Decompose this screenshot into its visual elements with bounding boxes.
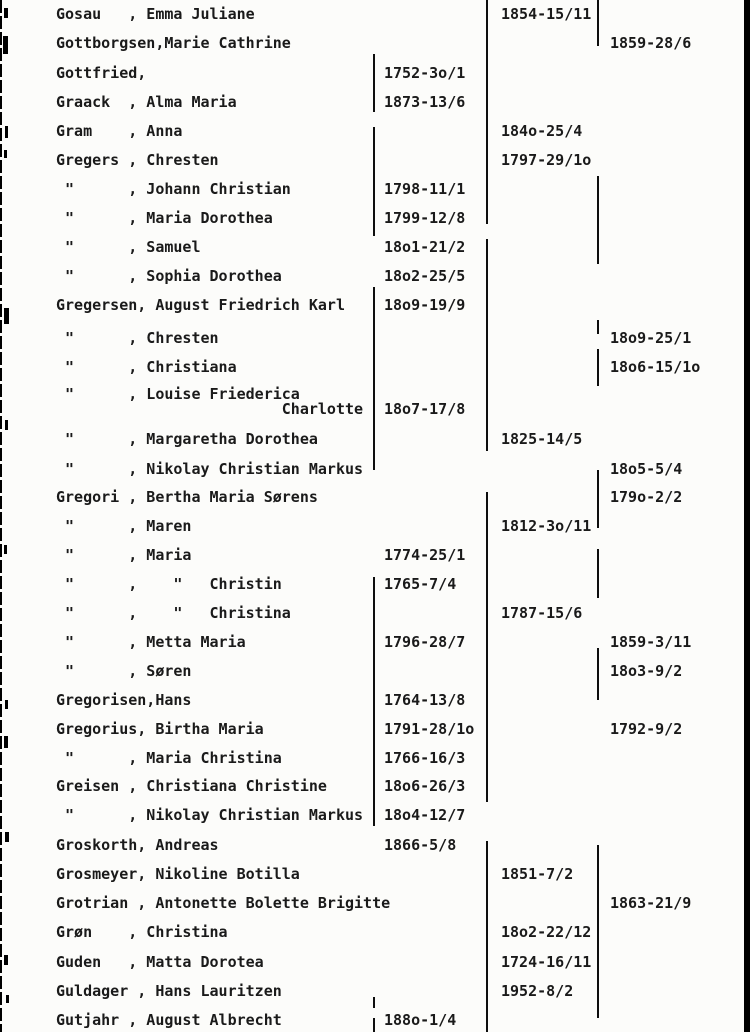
entry-name: " , Chresten	[56, 329, 219, 347]
entry-name: Gottfried,	[56, 64, 147, 82]
scan-edge-right	[744, 0, 750, 1032]
entry-name: " , Johann Christian	[56, 180, 291, 198]
date-column-1: 1765-7/4	[384, 575, 457, 593]
date-column-2: 1724-16/11	[501, 953, 592, 971]
entry-name: Gregorisen,Hans	[56, 691, 192, 709]
date-column-2: 1825-14/5	[501, 430, 583, 448]
column-rule	[486, 239, 488, 451]
date-column-1: 1796-28/7	[384, 633, 466, 651]
column-rule	[373, 127, 375, 236]
date-column-3: 18o9-25/1	[610, 329, 692, 347]
register-row	[0, 34, 750, 54]
scan-artifact	[3, 36, 8, 54]
column-rule	[373, 997, 375, 1008]
entry-name: " , Margaretha Dorothea	[56, 430, 318, 448]
date-column-3: 179o-2/2	[610, 488, 683, 506]
register-row	[0, 923, 750, 943]
entry-name: Charlotte	[56, 400, 364, 418]
entry-name: Gregorius, Birtha Maria	[56, 720, 264, 738]
column-rule	[597, 349, 599, 386]
date-column-1: 18o6-26/3	[384, 777, 466, 795]
date-column-2: 1787-15/6	[501, 604, 583, 622]
scan-artifact	[4, 308, 9, 324]
column-rule	[597, 549, 599, 598]
entry-name: Grosmeyer, Nikoline Botilla	[56, 865, 300, 883]
entry-name: " , Nikolay Christian Markus	[56, 460, 364, 478]
entry-name: Gregersen, August Friedrich Karl	[56, 296, 345, 314]
date-column-3: 18o5-5/4	[610, 460, 683, 478]
date-column-1: 1798-11/1	[384, 180, 466, 198]
register-row	[0, 777, 750, 797]
register-row	[0, 64, 750, 84]
scan-artifact	[4, 736, 8, 748]
register-row	[0, 209, 750, 229]
entry-name: Guldager , Hans Lauritzen	[56, 982, 282, 1000]
date-column-1: 18o7-17/8	[384, 400, 466, 418]
date-column-3: 1863-21/9	[610, 894, 692, 912]
register-row	[0, 633, 750, 653]
entry-name: " , Nikolay Christian Markus	[56, 806, 364, 824]
column-rule	[373, 287, 375, 470]
date-column-1: 1866-5/8	[384, 836, 457, 854]
register-row	[0, 488, 750, 508]
date-column-1: 1799-12/8	[384, 209, 466, 227]
column-rule	[597, 470, 599, 528]
register-row	[0, 430, 750, 450]
entry-name: " , Maren	[56, 517, 192, 535]
date-column-1: 1791-28/1o	[384, 720, 475, 738]
register-row	[0, 122, 750, 142]
column-rule	[373, 54, 375, 112]
date-column-3: 1792-9/2	[610, 720, 683, 738]
date-column-1: 18o1-21/2	[384, 238, 466, 256]
scan-artifact	[4, 8, 8, 18]
register-row	[0, 267, 750, 287]
entry-name: " , Louise Friederica	[56, 385, 300, 403]
date-column-2: 1797-29/1o	[501, 151, 592, 169]
register-row	[0, 836, 750, 856]
column-rule	[373, 577, 375, 826]
register-row	[0, 238, 750, 258]
column-rule	[597, 320, 599, 334]
register-row	[0, 691, 750, 711]
entry-name: " , " Christina	[56, 604, 291, 622]
date-column-1: 1766-16/3	[384, 749, 466, 767]
register-row	[0, 329, 750, 349]
entry-name: Grøn , Christina	[56, 923, 228, 941]
register-row	[0, 296, 750, 316]
entry-name: Gregers , Chresten	[56, 151, 219, 169]
scan-artifact	[5, 832, 9, 842]
register-row	[0, 1011, 750, 1031]
register-row	[0, 865, 750, 885]
register-row	[0, 546, 750, 566]
date-column-2: 1952-8/2	[501, 982, 574, 1000]
register-row	[0, 953, 750, 973]
entry-name: Gutjahr , August Albrecht	[56, 1011, 282, 1029]
scan-edge-left	[0, 0, 2, 1032]
scan-artifact	[5, 126, 8, 138]
register-row	[0, 400, 750, 420]
entry-name: " , Christiana	[56, 358, 237, 376]
entry-name: Gram , Anna	[56, 122, 183, 140]
register-row	[0, 5, 750, 25]
column-rule	[486, 841, 488, 1032]
date-column-1: 1774-25/1	[384, 546, 466, 564]
entry-name: " , Samuel	[56, 238, 201, 256]
column-rule	[373, 1018, 375, 1032]
register-row	[0, 151, 750, 171]
column-rule	[597, 845, 599, 1018]
register-row	[0, 460, 750, 480]
entry-name: Guden , Matta Dorotea	[56, 953, 264, 971]
scan-artifact	[4, 545, 7, 554]
date-column-3: 18o6-15/1o	[610, 358, 701, 376]
entry-name: Graack , Alma Maria	[56, 93, 237, 111]
entry-name: Grotrian , Antonette Bolette Brigitte	[56, 894, 391, 912]
date-column-1: 18o2-25/5	[384, 267, 466, 285]
register-row	[0, 358, 750, 378]
column-rule	[486, 492, 488, 802]
date-column-1: 18o4-12/7	[384, 806, 466, 824]
column-rule	[597, 648, 599, 700]
date-column-1: 1752-3o/1	[384, 64, 466, 82]
scan-artifact	[4, 150, 7, 158]
date-column-3: 1859-3/11	[610, 633, 692, 651]
entry-name: " , Sophia Dorothea	[56, 267, 282, 285]
register-row	[0, 662, 750, 682]
register-row	[0, 180, 750, 200]
entry-name: " , Maria	[56, 546, 192, 564]
date-column-3: 1859-28/6	[610, 34, 692, 52]
entry-name: " , Metta Maria	[56, 633, 246, 651]
date-column-2: 18o2-22/12	[501, 923, 592, 941]
register-row	[0, 749, 750, 769]
column-rule	[486, 0, 488, 224]
scan-artifact	[5, 420, 8, 430]
register-row	[0, 575, 750, 595]
entry-name: Gosau , Emma Juliane	[56, 5, 255, 23]
register-row	[0, 517, 750, 537]
column-rule	[597, 0, 599, 46]
register-row	[0, 93, 750, 113]
date-column-1: 1764-13/8	[384, 691, 466, 709]
entry-name: Gottborgsen,Marie Cathrine	[56, 34, 291, 52]
date-column-2: 1851-7/2	[501, 865, 574, 883]
date-column-2: 184o-25/4	[501, 122, 583, 140]
entry-name: " , " Christin	[56, 575, 282, 593]
date-column-3: 18o3-9/2	[610, 662, 683, 680]
column-rule	[597, 176, 599, 264]
scan-artifact	[6, 995, 9, 1003]
register-row	[0, 894, 750, 914]
register-row	[0, 720, 750, 740]
entry-name: Groskorth, Andreas	[56, 836, 219, 854]
register-row	[0, 806, 750, 826]
entry-name: " , Maria Christina	[56, 749, 282, 767]
date-column-1: 1873-13/6	[384, 93, 466, 111]
date-column-2: 1854-15/11	[501, 5, 592, 23]
scan-artifact	[4, 955, 8, 965]
register-row	[0, 604, 750, 624]
register-row	[0, 982, 750, 1002]
entry-name: " , Søren	[56, 662, 192, 680]
entry-name: Greisen , Christiana Christine	[56, 777, 327, 795]
date-column-1: 188o-1/4	[384, 1011, 457, 1029]
entry-name: " , Maria Dorothea	[56, 209, 273, 227]
scan-artifact	[5, 700, 8, 709]
date-column-2: 1812-3o/11	[501, 517, 592, 535]
date-column-1: 18o9-19/9	[384, 296, 466, 314]
entry-name: Gregori , Bertha Maria Sørens	[56, 488, 318, 506]
